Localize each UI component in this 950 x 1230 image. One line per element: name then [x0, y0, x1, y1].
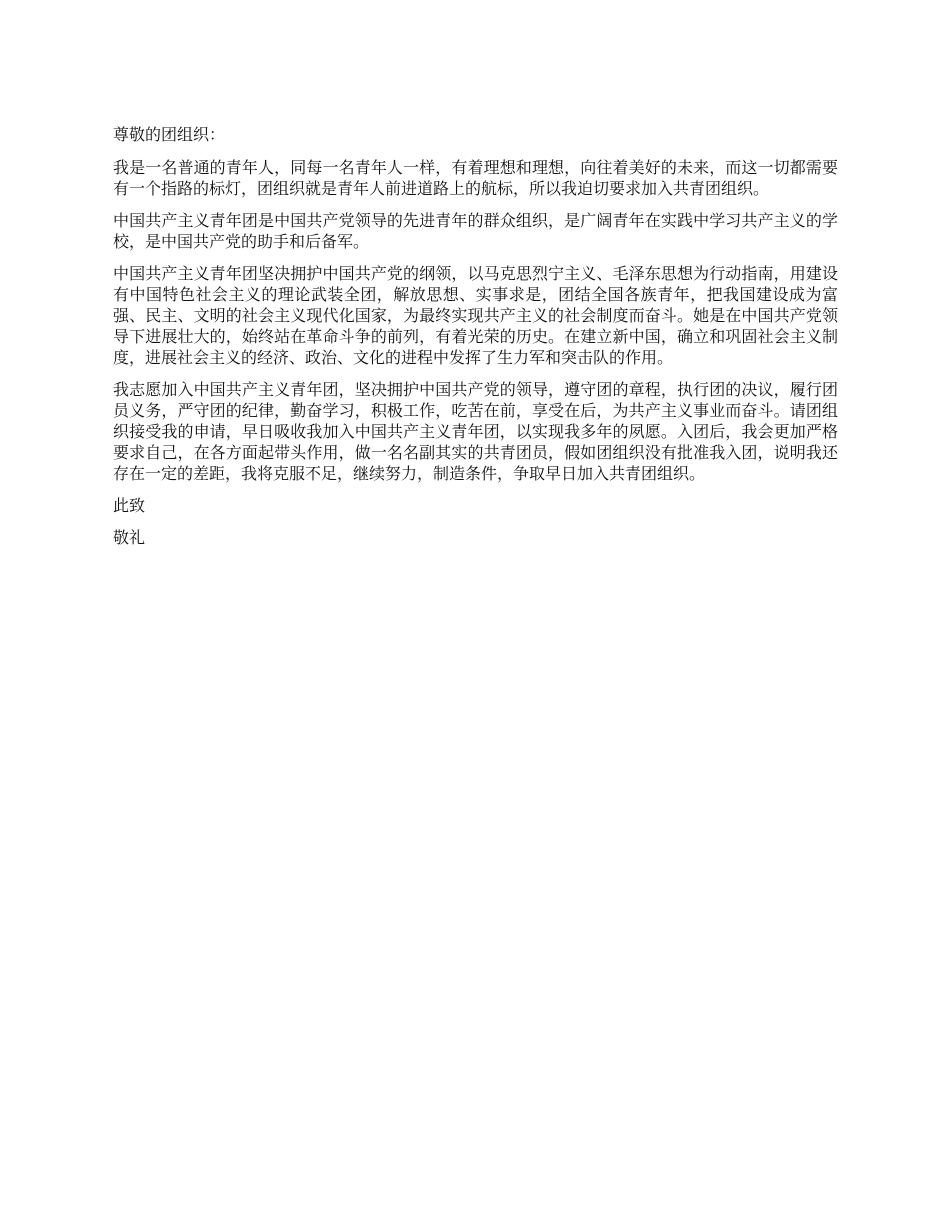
letter-closing-line-2: 敬礼 — [113, 528, 146, 547]
letter-paragraph-2: 中国共产主义青年团是中国共产党领导的先进青年的群众组织，是广阔青年在实践中学习共产主义的学校，是中国共产党的助手和后备军。 — [113, 211, 838, 251]
letter-paragraph-1: 我是一名普通的青年人，同每一名青年人一样，有着理想和理想，向往着美好的未来，而这一切都需要有一个指路的标灯，团组织就是青年人前进道路上的航标，所以我迫切要求加入共青团组织。 — [113, 158, 838, 198]
letter-paragraph-3: 中国共产主义青年团坚决拥护中国共产党的纲领，以马克思烈宁主义、毛泽东思想为行动指南，用建设有中国特色社会主义的理论武装全团，解放思想、实事求是，团结全国各族青年，把我国建设成为富强、民主、文明的社会主义现代化国家，为最终实现共产主义的社会制度而奋斗。她是在中国共产党领导下进展壮大的，始终站在革命斗争的前列，有着光荣的历史。在建立新中国，确立和巩固社会主义制度，进展社会主义的经济、政治、文化的进程中发挥了生力军和突击队的作用。 — [113, 264, 838, 367]
letter-paragraph-4: 我志愿加入中国共产主义青年团，坚决拥护中国共产党的领导，遵守团的章程，执行团的决议，履行团员义务，严守团的纪律，勤奋学习，积极工作，吃苦在前，享受在后，为共产主义事业而奋斗。请团组织接受我的申请，早日吸收我加入中国共产主义青年团，以实现我多年的夙愿。入团后，我会更加严格要求自己，在各方面起带头作用，做一名名副其实的共青团员，假如团组织没有批准我入团，说明我还存在一定的差距，我将克服不足，继续努力，制造条件，争取早日加入共青团组织。 — [113, 380, 838, 483]
letter-salutation: 尊敬的团组织： — [113, 125, 226, 144]
letter-closing-line-1: 此致 — [113, 496, 146, 515]
application-letter — [113, 124, 838, 559]
